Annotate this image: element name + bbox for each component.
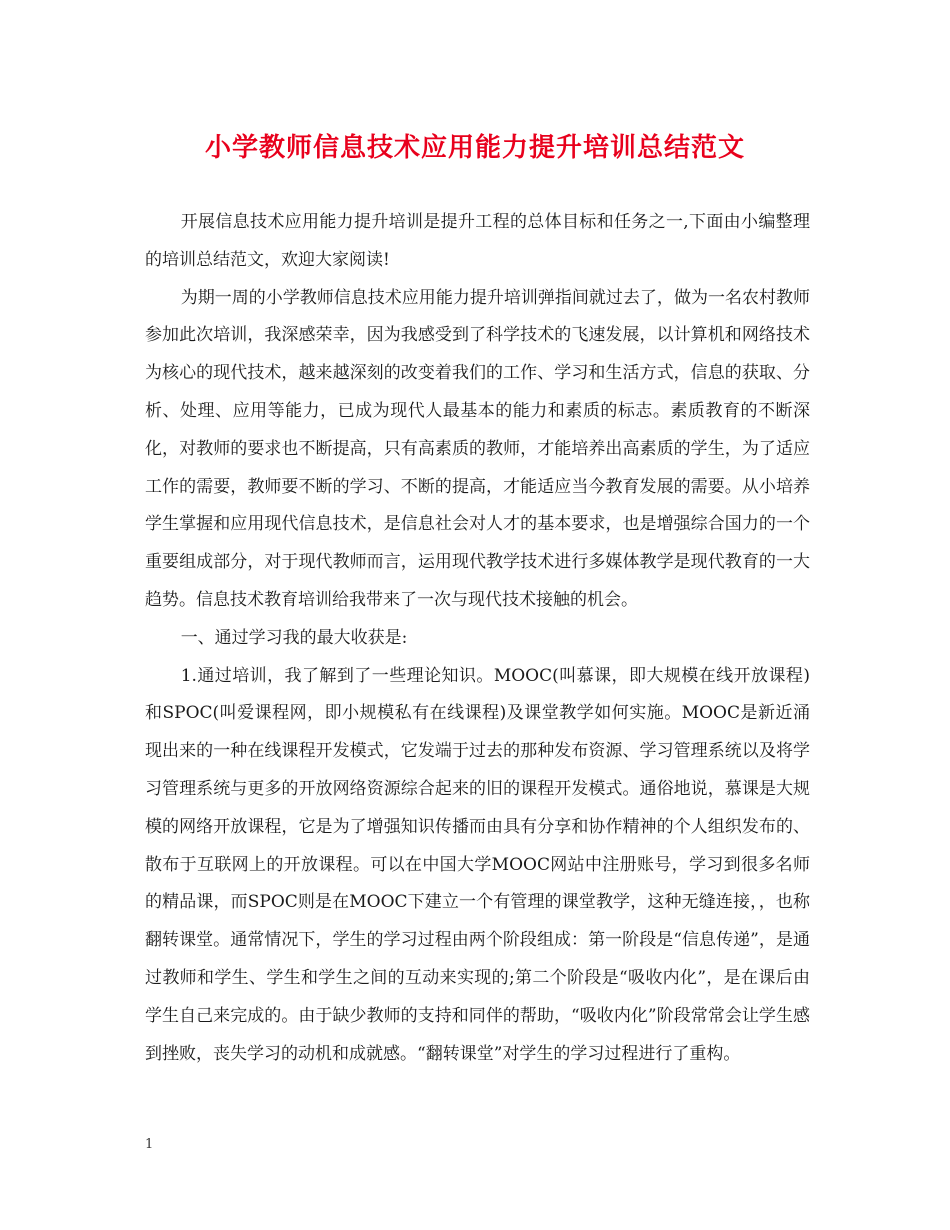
section-heading-gains: 一、通过学习我的最大收获是: xyxy=(180,627,408,648)
paragraph-mooc-spoc: 1.通过培训，我了解到了一些理论知识。MOOC(叫慕课，即大规模在线开放课程)和SPOC(叫爱课程网，即小规模私有在线课程)及课堂教学如何实施。MOOC是新近涌现出来的一种在线课程开发模式，它发端于过去的那种发布资源、学习管理系统以及将学习管理系统与更多的开放网络资源综合起来的旧的课程开发模式。通俗地说，慕课是大规模的网络开放课程，它是为了增强知识传播而由具有分享和协作精神的个人组织发布的、散布于互联网上的开放课程。可以在中国大学MOOC网站中注册账号，学习到很多名师的精品课，而SPOC则是在MOOC下建立一个有管理的课堂教学，这种无缝连接，，也称翻转课堂。通常情况下，学生的学习过程由两个阶段组成：第一阶段是“信息传递”，是通过教师和学生、学生和学生之间的互动来实现的;第二个阶段是“吸收内化”，是在课后由学生自己来完成的。由于缺少教师的支持和同伴的帮助，“吸收内化”阶段常常会让学生感到挫败，丧失学习的动机和成就感。“翻转课堂”对学生的学习过程进行了重构。 xyxy=(145,665,810,1064)
document-title: 小学教师信息技术应用能力提升培训总结范文 xyxy=(204,133,745,163)
page-number: 1 xyxy=(145,1137,154,1152)
paragraph-intro: 开展信息技术应用能力提升培训是提升工程的总体目标和任务之一,下面由小编整理的培训总结范文，欢迎大家阅读! xyxy=(145,212,810,270)
paragraph-reflection: 为期一周的小学教师信息技术应用能力提升培训弹指间就过去了，做为一名农村教师参加此次培训，我深感荣幸，因为我感受到了科学技术的飞速发展，以计算机和网络技术为核心的现代技术，越来越深刻的改变着我们的工作、学习和生活方式，信息的获取、分析、处理、应用等能力，已成为现代人最基本的能力和素质的标志。素质教育的不断深化，对教师的要求也不断提高，只有高素质的教师，才能培养出高素质的学生，为了适应工作的需要，教师要不断的学习、不断的提高，才能适应当今教育发展的需要。从小培养学生掌握和应用现代信息技术，是信息社会对人才的基本要求，也是增强综合国力的一个重要组成部分，对于现代教师而言，运用现代教学技术进行多媒体教学是现代教育的一大趋势。信息技术教育培训给我带来了一次与现代技术接触的机会。 xyxy=(145,287,810,610)
document-body xyxy=(145,204,810,1073)
